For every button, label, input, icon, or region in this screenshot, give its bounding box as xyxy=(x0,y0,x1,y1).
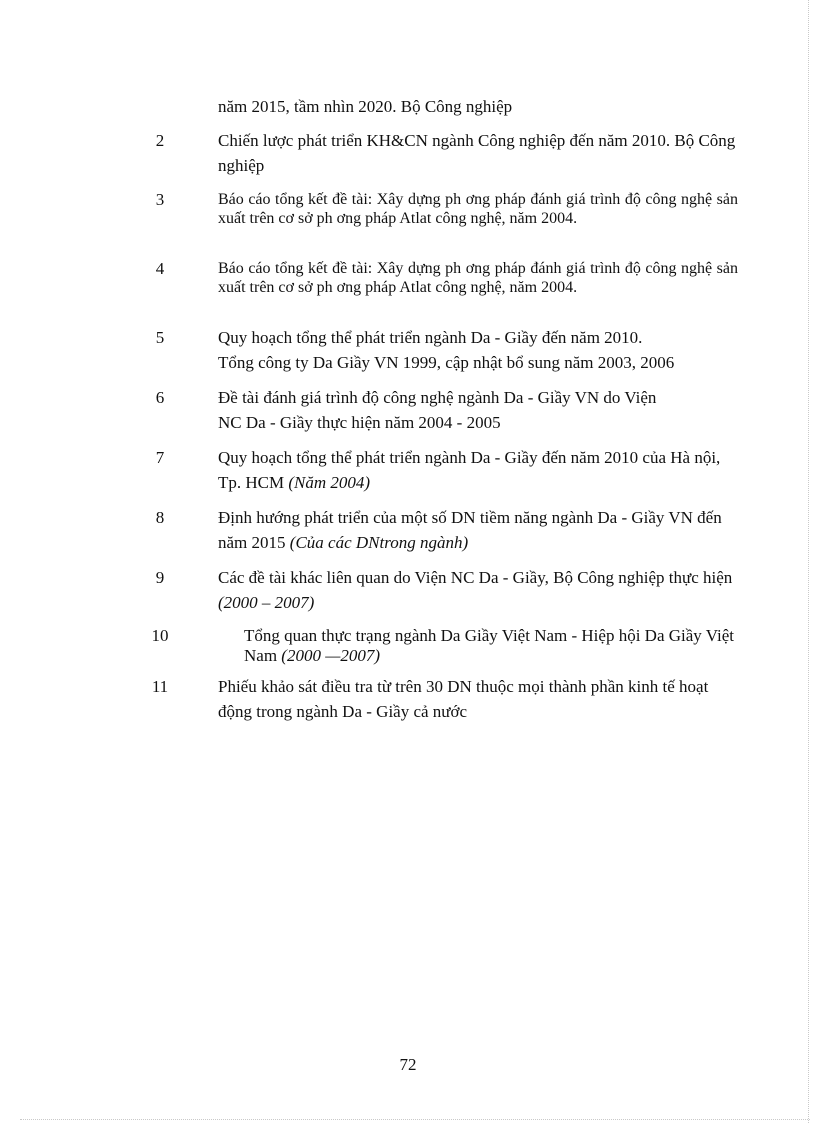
reference-text: năm 2015, tầm nhìn 2020. Bộ Công nghiệp xyxy=(218,97,513,116)
reference-text xyxy=(244,626,738,666)
reference-text: Chiến lược phát triển KH&CN ngành Công nghiệp đến năm 2010. Bộ Công nghiệp xyxy=(218,131,736,175)
reference-number: 3 xyxy=(155,190,165,209)
reference-text: Báo cáo tổng kết đề tài: Xây dựng ph ơng pháp đánh giá trình độ công nghệ sản xuất trên cơ sở ph ơng pháp Atlat công nghệ, năm 2004. xyxy=(218,260,738,296)
reference-number: 6 xyxy=(155,388,165,407)
reference-note: (Của các DNtrong ngành) xyxy=(289,533,469,552)
reference-text: Báo cáo tổng kết đề tài: Xây dựng ph ơng pháp đánh giá trình độ công nghệ sản xuất trên cơ sở ph ơng pháp Atlat công nghệ, năm 2004. xyxy=(218,191,738,227)
reference-number: 7 xyxy=(155,448,165,467)
reference-number: 8 xyxy=(155,508,165,527)
reference-text: Phiếu khảo sát điều tra từ trên 30 DN thuộc mọi thành phần kinh tế hoạt động trong ngành Da - Giầy cả nước xyxy=(218,677,709,721)
reference-number: 5 xyxy=(155,328,165,347)
reference-line: NC Da - Giầy thực hiện năm 2004 - 2005 xyxy=(218,413,501,432)
reference-number: 2 xyxy=(155,131,165,150)
reference-number: 11 xyxy=(151,677,169,696)
reference-note: (2000 – 2007) xyxy=(218,593,315,612)
reference-body: Các đề tài khác liên quan do Viện NC Da - Giầy, Bộ Công nghiệp thực hiện xyxy=(218,568,733,587)
page-edge-bottom xyxy=(20,1119,810,1120)
reference-body: Định hướng phát triển của một số DN tiềm năng ngành Da - Giầy VN đến năm 2015 xyxy=(218,508,722,552)
reference-note: (Năm 2004) xyxy=(288,473,371,492)
reference-line: Tổng công ty Da Giầy VN 1999, cập nhật bổ sung năm 2003, 2006 xyxy=(218,353,675,372)
reference-text xyxy=(218,505,738,555)
reference-number: 9 xyxy=(155,568,165,587)
reference-line: Quy hoạch tổng thể phát triển ngành Da - Giầy đến năm 2010. xyxy=(218,328,643,347)
reference-text xyxy=(218,325,738,375)
reference-body: Quy hoạch tổng thể phát triển ngành Da - Giầy đến năm 2010 của Hà nội, Tp. HCM xyxy=(218,448,721,492)
page-edge-right xyxy=(808,0,809,1123)
reference-body: Tổng quan thực trạng ngành Da Giầy Việt Nam - Hiệp hội Da Giầy Việt Nam xyxy=(244,626,734,665)
reference-line: Đề tài đánh giá trình độ công nghệ ngành Da - Giầy VN do Viện xyxy=(218,388,657,407)
reference-note: (2000 —2007) xyxy=(281,646,380,665)
reference-text xyxy=(218,445,738,495)
reference-text xyxy=(218,565,738,615)
reference-text xyxy=(218,385,738,435)
page-number: 72 xyxy=(399,1055,417,1074)
reference-number: 4 xyxy=(155,259,165,278)
reference-number: 10 xyxy=(151,626,169,645)
